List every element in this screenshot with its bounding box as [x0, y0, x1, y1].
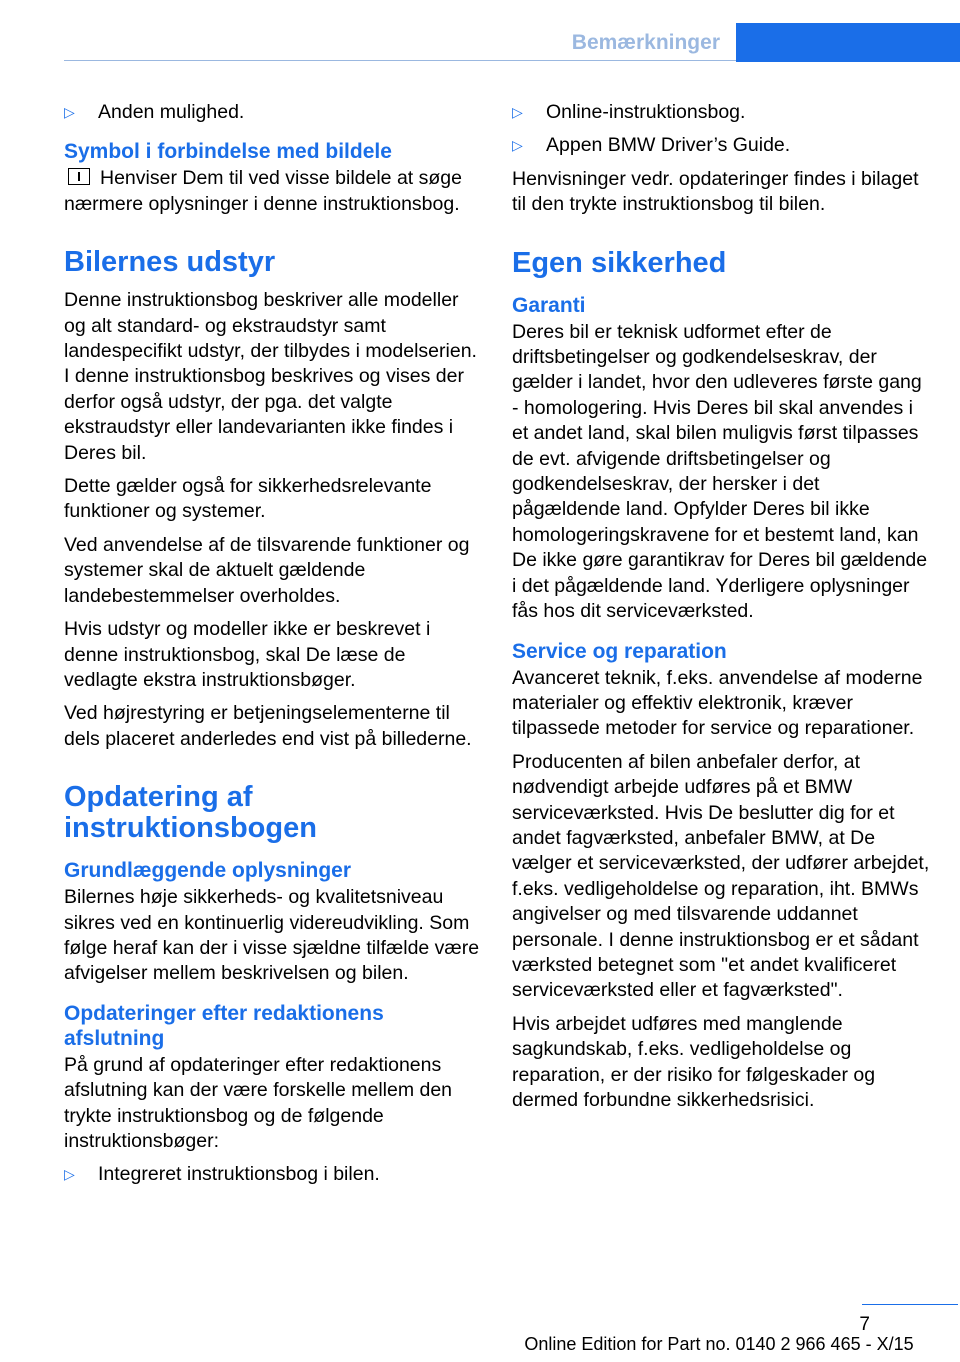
symbol-paragraph	[64, 166, 484, 217]
symbol-heading: Symbol i forbindelse med bildele	[64, 140, 392, 164]
paragraph: Deres bil er teknisk udformet efter de driftsbetingelser og godkendelseskrav, der gælder i landet, hvor den udleveres første gang - homologering. Hvis Deres bil skal anvendes i et andet land, skal bilen muligvis først tilpasses de evt. afvigende driftsbetingelser og godkendelseskrav, der hersker i det pågældende land. Opfylder Deres bil ikke homologeringskravene for et bestemt land, kan De ikke gøre garantikrav for Deres bil gældende i det pågældende land. Yderligere oplysninger fås hos dit serviceværksted.	[512, 320, 928, 623]
list-item	[512, 100, 932, 125]
footer-rule	[862, 1304, 958, 1305]
triangle-bullet-icon: ▷	[64, 104, 75, 120]
book-reference-icon	[68, 168, 90, 185]
heading-update: Opdatering af instruktionsbogen	[64, 781, 317, 845]
paragraph: Producenten af bilen anbefaler derfor, at nødvendigt arbejde udføres på et BMW serviceværksted. Hvis De beslutter dig for et andet fagværksted, anbefaler BMW, at De vælger et serviceværksted, der udfører arbejdet, f.eks. vedligeholdelse og reparation, iht. BMWs angivelser og med tilsvarende uddannet personale. I denne instruktionsbog er et sådant værksted betegnet som "et andet kvalificeret serviceværksted eller et fagværksted".	[512, 750, 930, 1002]
list-item-text: Anden mulighed.	[98, 101, 245, 123]
heading-warranty: Garanti	[512, 293, 586, 317]
page-number: 7	[859, 1314, 870, 1335]
paragraph: Bilernes høje sikkerheds- og kvalitetsniveau sikres ved en kontinuerlig videreudvikling. Som følge heraf kan der i visse sjældne tilfælde være afvigelser mellem beskrivelsen og bilen.	[64, 886, 480, 985]
header-section-title: Bemærkninger	[571, 31, 720, 54]
triangle-bullet-icon: ▷	[512, 104, 523, 120]
paragraph: Ved anvendelse af de tilsvarende funktioner og systemer skal de aktuelt gældende landebestemmelser overholdes.	[64, 533, 470, 607]
list-item	[64, 1162, 484, 1187]
list-item-text: Integreret instruktionsbog i bilen.	[98, 1163, 380, 1186]
header-rule	[64, 60, 736, 61]
paragraph: Dette gælder også for sikkerhedsrelevante funktioner og systemer.	[64, 475, 432, 523]
paragraph: Avanceret teknik, f.eks. anvendelse af moderne materialer og effektiv elektronik, kræver tilpassede metoder for service og reparationer.	[512, 666, 923, 740]
list-item-text: Appen BMW Driver’s Guide.	[546, 134, 791, 157]
heading-equipment: Bilernes udstyr	[64, 246, 276, 279]
paragraph: Denne instruktionsbog beskriver alle modeller og alt standard- og ekstraudstyr samt landespecifikt udstyr, der tilbydes i modelserien. I denne instruktionsbog beskrives og vises der derfor også udstyr, der pga. det valgte ekstraudstyr eller landevarianten ikke findes i Deres bil.	[64, 289, 477, 464]
triangle-bullet-icon: ▷	[512, 137, 523, 154]
triangle-bullet-icon: ▷	[64, 1166, 75, 1183]
list-item	[512, 133, 932, 158]
heading-updates-after: Opdateringer efter redaktionens afslutning	[64, 1001, 384, 1050]
paragraph: På grund af opdateringer efter redaktionens afslutning kan der være forskelle mellem den trykte instruktionsbog og de følgende instruktionsbøger:	[64, 1053, 453, 1152]
symbol-text: Henviser Dem til ved visse bildele at søge nærmere oplysninger i denne instruktionsbog.	[64, 167, 462, 215]
left-column	[64, 100, 484, 1196]
heading-safety: Egen sikkerhed	[512, 246, 727, 279]
paragraph: Hvis udstyr og modeller ikke er beskrevet i denne instruktionsbog, skal De læse de vedlagte ekstra instruktionsbøger.	[64, 618, 431, 691]
header-color-tab	[736, 23, 960, 62]
heading-basic-info: Grundlæggende oplysninger	[64, 859, 352, 883]
right-column	[512, 100, 932, 1121]
heading-service: Service og reparation	[512, 639, 727, 663]
footer-edition-text: Online Edition for Part no. 0140 2 966 465 - X/15	[524, 1334, 914, 1354]
list-item	[64, 100, 484, 125]
list-item-text: Online-instruktionsbog.	[546, 101, 746, 123]
paragraph: Hvis arbejdet udføres med manglende sagkundskab, f.eks. vedligeholdelse og reparation, er der risiko for følgeskader og dermed forbundne sikkerhedsrisici.	[512, 1012, 876, 1111]
paragraph: Henvisninger vedr. opdateringer findes i bilaget til den trykte instruktionsbog til bilen.	[512, 167, 919, 216]
paragraph: Ved højrestyring er betjeningselementerne til dels placeret anderledes end vist på billederne.	[64, 702, 472, 750]
